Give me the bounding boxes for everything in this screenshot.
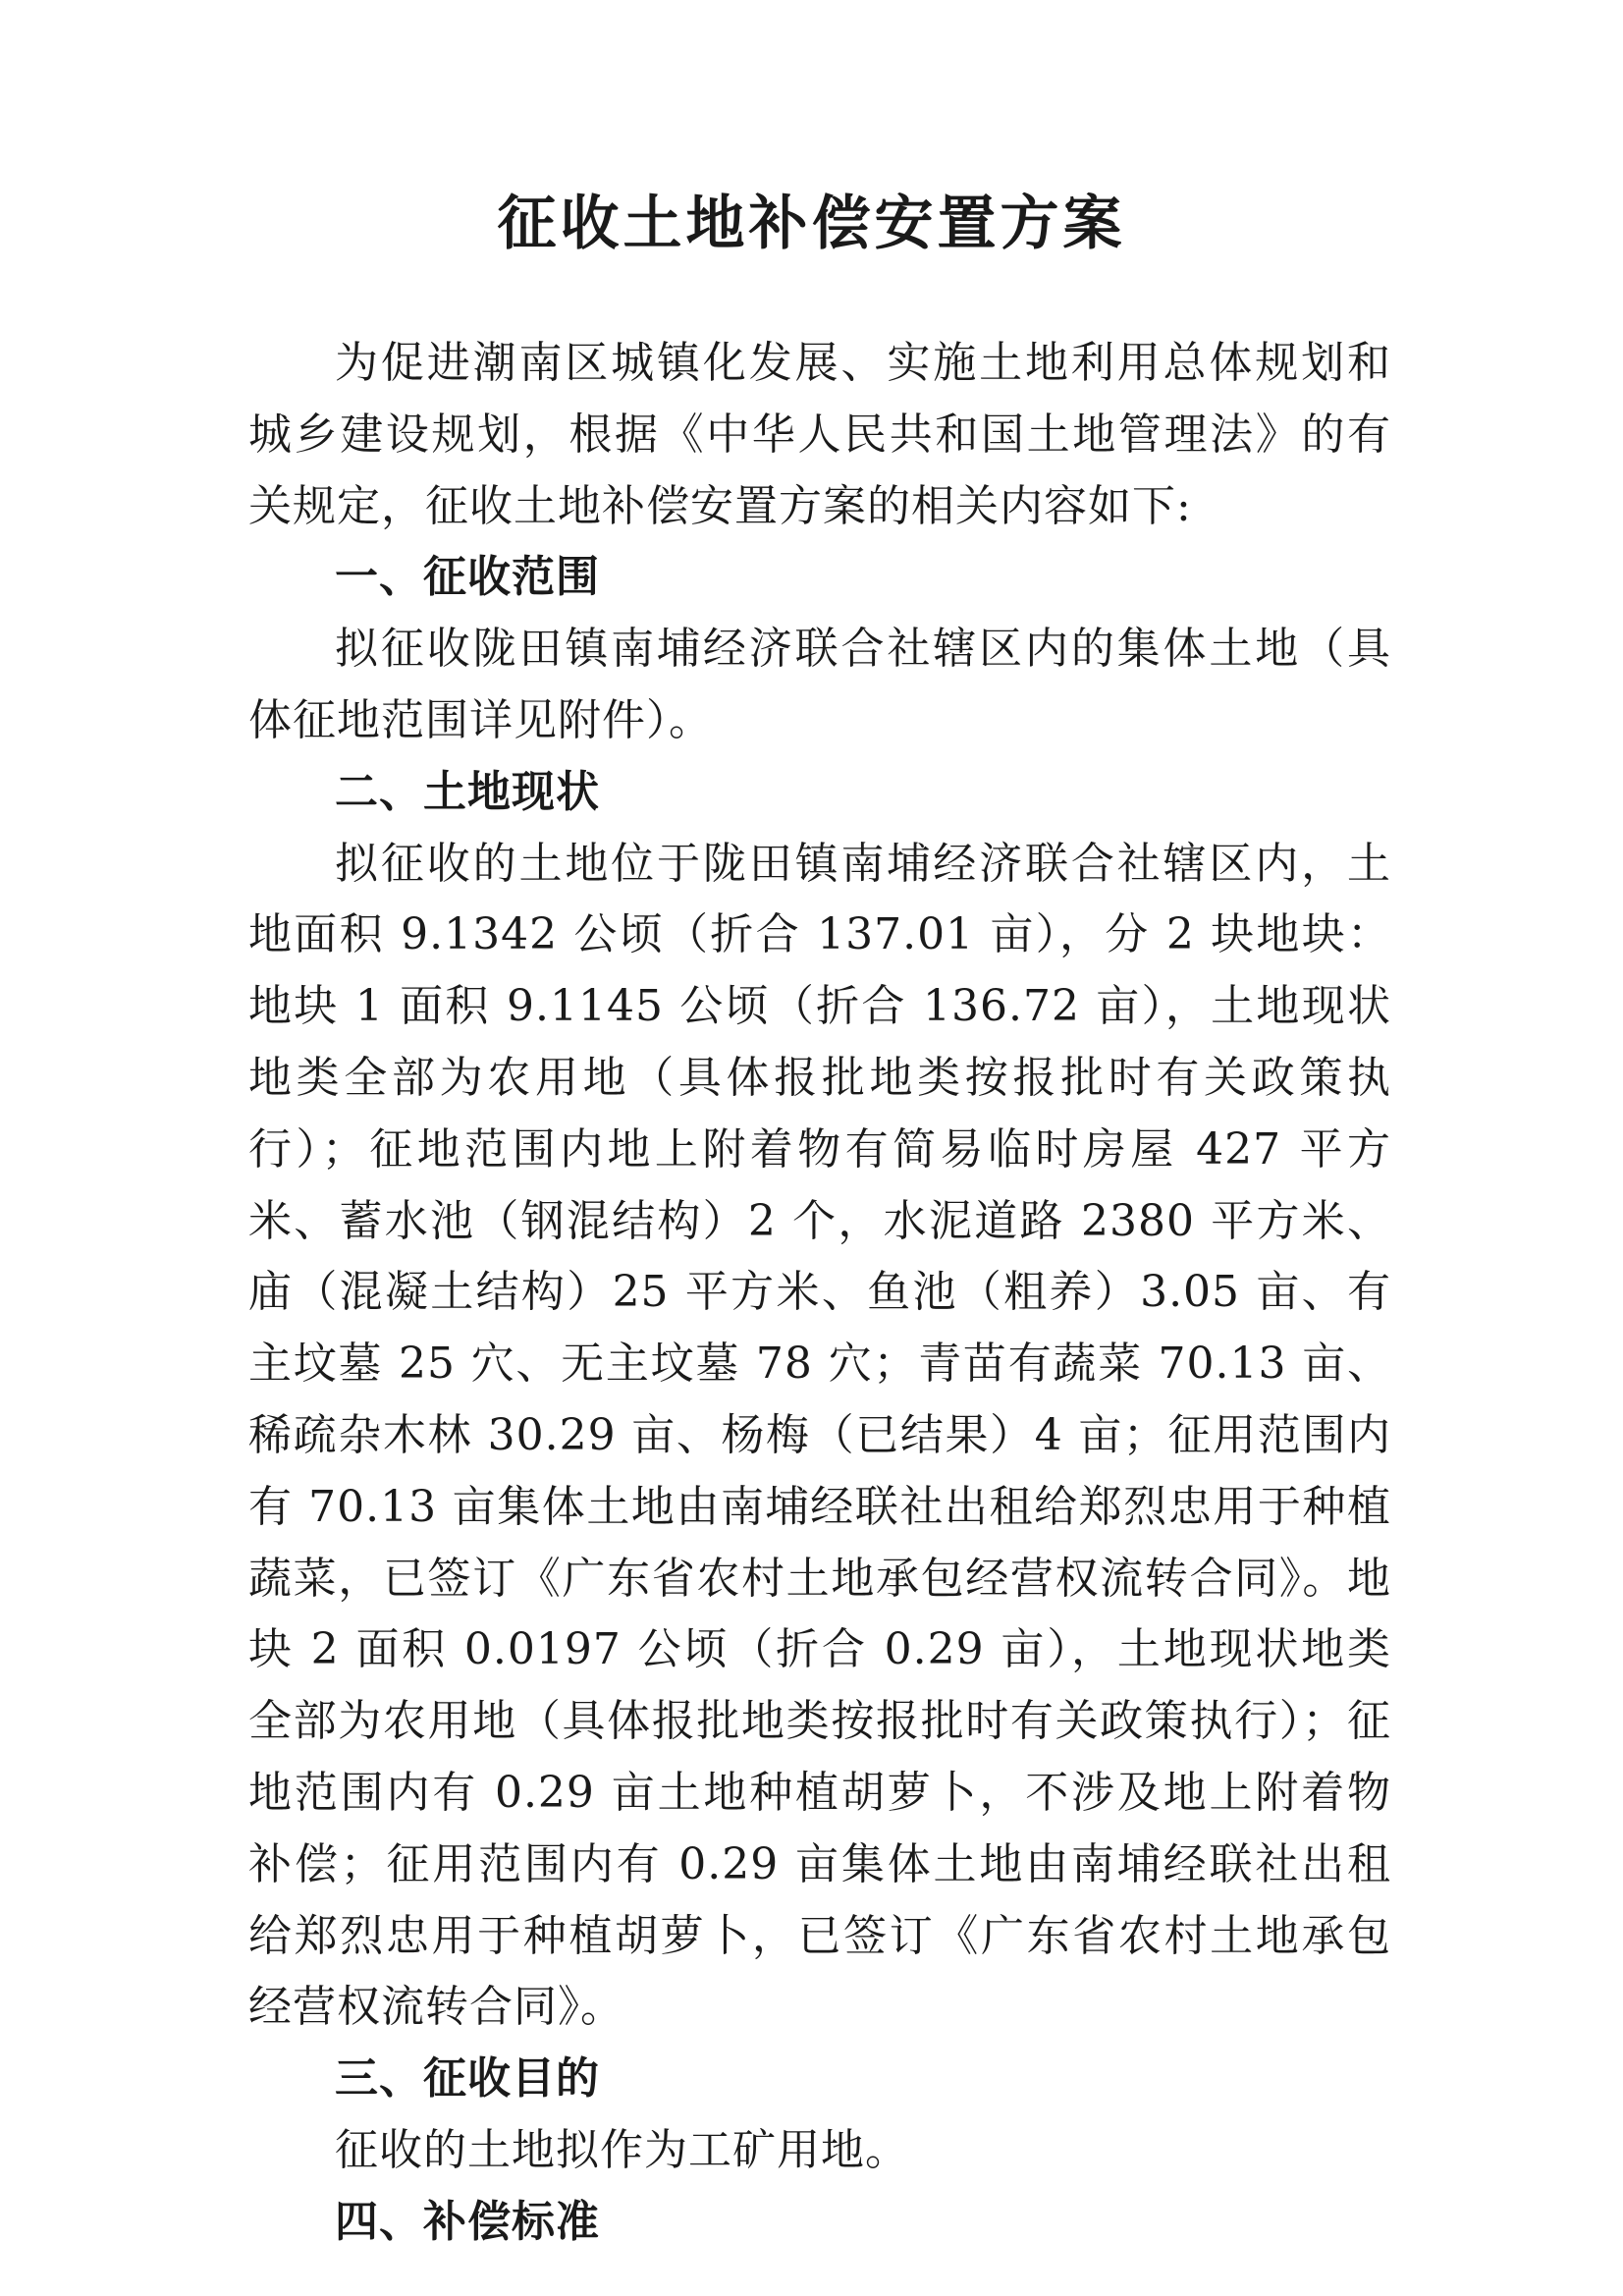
section-paragraph-scope: 拟征收陇田镇南埔经济联合社辖区内的集体土地（具体征地范围详见附件）。 bbox=[248, 624, 1391, 745]
section-paragraph-purpose: 征收的土地拟作为工矿用地。 bbox=[335, 2124, 909, 2175]
section-paragraph-land-status: 拟征收的土地位于陇田镇南埔经济联合社辖区内，土地面积 9.1342 公顷（折合 137.01 亩），分 2 块地块：地块 1 面积 9.1145 公顷（折合 136.72 亩），土地现状地类全部为农用地（具体报批地类按报批时有关政策执行）；征地范围内地上附着物有简易临时房屋 427 平方米、蓄水池（钢混结构）2 个，水泥道路 2380 平方米、庙（混凝土结构）25 平方米、鱼池（粗养）3.05 亩、有主坟墓 25 穴、无主坟墓 78 穴；青苗有蔬菜 70.13 亩、稀疏杂木林 30.29 亩、杨梅（已结果）4 亩；征用范围内有 70.13 亩集体土地由南埔经联社出租给郑烈忠用于种植蔬菜，已签订《广东省农村土地承包经营权流转合同》。地块 2 面积 0.0197 公顷（折合 0.29 亩），土地现状地类全部为农用地（具体报批地类按报批时有关政策执行）；征地范围内有 0.29 亩土地种植胡萝卜，不涉及地上附着物补偿；征用范围内有 0.29 亩集体土地由南埔经联社出租给郑烈忠用于种植胡萝卜，已签订《广东省农村土地承包经营权流转合同》。 bbox=[248, 838, 1391, 2033]
document-body bbox=[248, 328, 1391, 2259]
section-heading-scope: 一、征收范围 bbox=[335, 552, 600, 603]
intro-paragraph: 为促进潮南区城镇化发展、实施土地利用总体规划和城乡建设规划，根据《中华人民共和国土地管理法》的有关规定，征收土地补偿安置方案的相关内容如下: bbox=[248, 338, 1391, 531]
section-heading-compensation: 四、补偿标准 bbox=[335, 2196, 600, 2247]
section-heading-purpose: 三、征收目的 bbox=[335, 2053, 600, 2105]
section-heading-land-status: 二、土地现状 bbox=[335, 766, 600, 817]
document-title: 征收土地补偿安置方案 bbox=[497, 190, 1126, 258]
